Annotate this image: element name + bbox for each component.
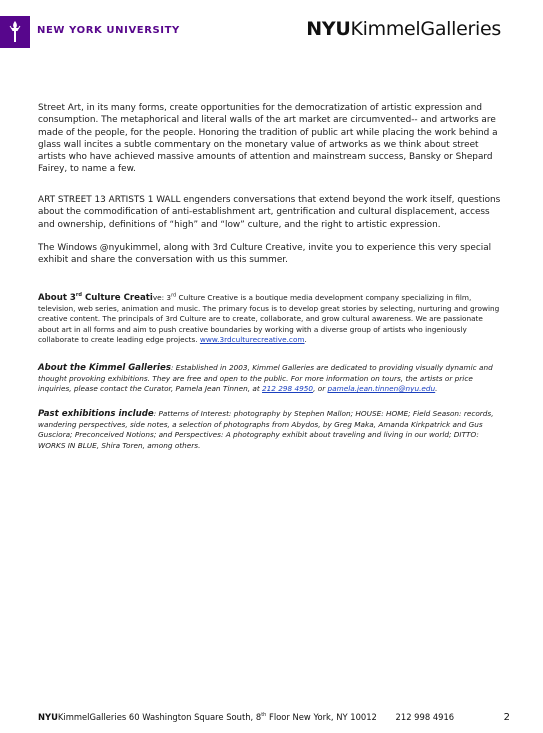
culture-website-link[interactable]: www.3rdculturecreative.com	[199, 335, 305, 345]
about-3rd-culture: About 3rd Culture Creative: 3rd Culture Creative is a boutique media development company specializing in film, television, web series, animation and music. The primary focus is to develop great stories by selecting, nurturing and growing creative content. The principals of 3rd Culture are to create, collaborate, and grow cultural awareness. We are passionate about art in all forms and aim to push creative boundaries by working with a diverse group of artists who ingeniously collaborate to create leading edge projects. www.3rdculturecreative.com.	[38, 292, 500, 345]
nyu-logo-mark	[0, 16, 30, 48]
page-number: 2	[503, 712, 510, 723]
art-street-paragraph: ART STREET 13 ARTISTS 1 WALL engenders conversations that extend beyond the work itself, questions about the commodification of anti-establishment art, gentrification and cultural displacement, access and ownership, definitions of “high” and “low” culture, and the right to artistic expression.	[38, 195, 501, 230]
about-kimmel: About the Kimmel Galleries: Established in 2003, Kimmel Galleries are dedicated to providing visually dynamic and thought provoking exhibitions. They are free and open to the public. For more information on tours, the artists or price inquiries, please contact the Curator, Pamela Jean Tinnen, at 212 298 4950, or pamela.jean.tinnen@nyu.edu.	[38, 363, 493, 394]
invitation-paragraph: The Windows @nyukimmel, along with 3rd Culture Creative, invite you to experience this very special exhibit and share the conversation with us this summer.	[38, 243, 492, 266]
past-exhibitions: Past exhibitions include: Patterns of Interest: photography by Stephen Mallon; HOUSE: HOME; Field Season: records, wandering perspectives, side notes, a selection of photographs from Abydos, by Greg Maka, Amanda Kirkpatrick and Gus Gusciora; Preconceived Notions; and Perspectives: A photography exhibit about traveling and living in our world; DITTO: WORKS IN BLUE, Shira Toren, among others.	[38, 409, 494, 450]
about-culture-heading: About 3rd Culture Creati	[38, 292, 153, 303]
footer-phone: 212 998 4916	[395, 712, 455, 722]
kimmel-galleries-logo	[306, 18, 501, 40]
nyu-wordmark: NEW YORK UNIVERSITY	[37, 25, 180, 36]
logo-nyu: NYU	[306, 18, 351, 40]
torch-icon	[0, 16, 30, 48]
past-exhibitions-heading: Past exhibitions include	[38, 409, 154, 419]
curator-email-link[interactable]: pamela.jean.tinnen@nyu.edu	[327, 384, 436, 394]
curator-phone-link[interactable]: 212 298 4950	[262, 384, 314, 394]
logo-kimmel: KimmelGalleries	[350, 18, 501, 40]
intro-paragraph: Street Art, in its many forms, create opportunities for the democratization of artistic expression and consumption. The metaphorical and literal walls of the art market are circumvented-- and artworks are made of the people, for the people. Honoring the tradition of public art while placing the work behind a glass wall incites a subtle commentary on the monetary value of artworks as we think about street artists who have achieved massive amounts of attention and mainstream success, Bansky or Shepard Fairey, to name a few.	[38, 103, 498, 175]
footer-address: NYUKimmelGalleries 60 Washington Square South, 8th Floor New York, NY 10012 212 998 4916	[38, 712, 455, 722]
about-kimmel-heading: About the Kimmel Galleries	[38, 363, 171, 373]
